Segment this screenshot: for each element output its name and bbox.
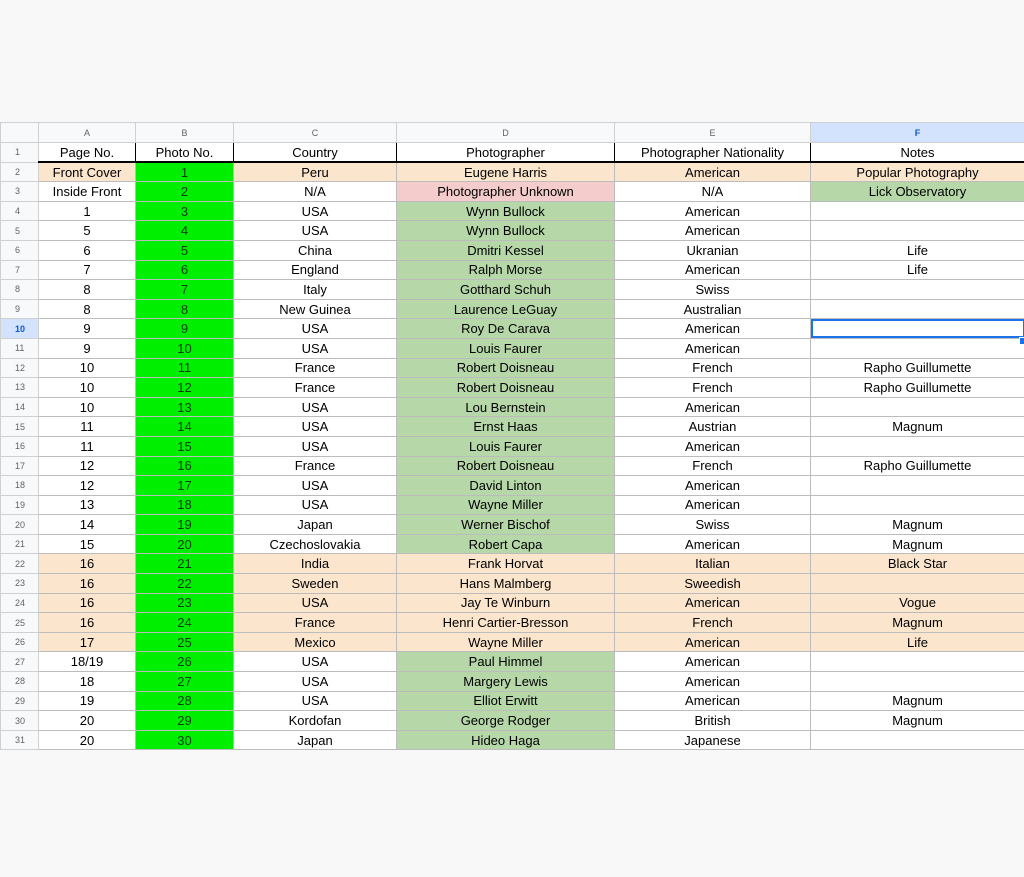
cell-nationality[interactable]: French: [615, 358, 811, 378]
table-row: [1, 358, 1024, 378]
cell-photographer[interactable]: Louis Faurer: [397, 436, 615, 456]
cell-photographer[interactable]: Robert Capa: [397, 534, 615, 554]
cell-photo-no[interactable]: 1: [136, 162, 234, 182]
table-row: [1, 260, 1024, 280]
cell-country[interactable]: USA: [234, 397, 397, 417]
cell-nationality[interactable]: American: [615, 319, 811, 339]
cell-page-no[interactable]: 9: [39, 338, 136, 358]
column-header-d[interactable]: D: [397, 123, 615, 143]
table-header-row: [1, 143, 1024, 163]
table-row: [1, 515, 1024, 535]
table-row: [1, 436, 1024, 456]
cell-notes[interactable]: [811, 436, 1024, 456]
cell-page-no[interactable]: 5: [39, 221, 136, 241]
cell-page-no[interactable]: Front Cover: [39, 162, 136, 182]
row-number[interactable]: 11: [1, 338, 39, 358]
row-number[interactable]: 29: [1, 691, 39, 711]
cell-photographer[interactable]: Dmitri Kessel: [397, 240, 615, 260]
table-row: [1, 691, 1024, 711]
cell-notes[interactable]: Popular Photography: [811, 162, 1024, 182]
table-row: [1, 456, 1024, 476]
table-row: [1, 417, 1024, 437]
cell-notes[interactable]: Rapho Guillumette: [811, 358, 1024, 378]
table-row: [1, 378, 1024, 398]
cell-notes[interactable]: Magnum: [811, 613, 1024, 633]
cell-country[interactable]: USA: [234, 338, 397, 358]
cell-page-no[interactable]: 7: [39, 260, 136, 280]
cell-country[interactable]: Kordofan: [234, 711, 397, 731]
table-row: [1, 221, 1024, 241]
cell-photo-no[interactable]: 12: [136, 378, 234, 398]
cell-photographer[interactable]: Laurence LeGuay: [397, 299, 615, 319]
table-row: [1, 652, 1024, 672]
row-number[interactable]: 28: [1, 672, 39, 692]
cell-notes[interactable]: [811, 201, 1024, 221]
row-number[interactable]: 25: [1, 613, 39, 633]
cell-photo-no[interactable]: 22: [136, 574, 234, 594]
row-number[interactable]: 7: [1, 260, 39, 280]
column-header-b[interactable]: B: [136, 123, 234, 143]
row-number[interactable]: 22: [1, 554, 39, 574]
cell-country[interactable]: USA: [234, 436, 397, 456]
cell-country[interactable]: France: [234, 358, 397, 378]
cell-notes[interactable]: Life: [811, 260, 1024, 280]
cell-nationality[interactable]: American: [615, 221, 811, 241]
cell-photographer[interactable]: Hideo Haga: [397, 730, 615, 750]
row-number[interactable]: 8: [1, 280, 39, 300]
cell-nationality[interactable]: American: [615, 338, 811, 358]
cell-country[interactable]: Czechoslovakia: [234, 534, 397, 554]
row-number[interactable]: 2: [1, 162, 39, 182]
row-number[interactable]: 4: [1, 201, 39, 221]
cell-nationality[interactable]: American: [615, 260, 811, 280]
cell-nationality[interactable]: American: [615, 162, 811, 182]
cell-photographer[interactable]: Ernst Haas: [397, 417, 615, 437]
cell-page-no[interactable]: 10: [39, 378, 136, 398]
cell-photographer[interactable]: Robert Doisneau: [397, 358, 615, 378]
cell-page-no[interactable]: 11: [39, 417, 136, 437]
cell-photo-no[interactable]: 29: [136, 711, 234, 731]
column-header-e[interactable]: E: [615, 123, 811, 143]
cell-photo-no[interactable]: 20: [136, 534, 234, 554]
cell-nationality[interactable]: N/A: [615, 182, 811, 202]
cell-notes[interactable]: [811, 221, 1024, 241]
cell-country[interactable]: USA: [234, 417, 397, 437]
row-number[interactable]: 17: [1, 456, 39, 476]
cell-country[interactable]: Mexico: [234, 632, 397, 652]
cell-photo-no[interactable]: 7: [136, 280, 234, 300]
cell-page-no[interactable]: 9: [39, 319, 136, 339]
table-row: [1, 162, 1024, 182]
cell-notes[interactable]: Vogue: [811, 593, 1024, 613]
cell-notes[interactable]: Lick Observatory: [811, 182, 1024, 202]
cell-notes[interactable]: [811, 672, 1024, 692]
cell-notes[interactable]: Magnum: [811, 417, 1024, 437]
cell-photo-no[interactable]: 8: [136, 299, 234, 319]
cell-photo-no[interactable]: 3: [136, 201, 234, 221]
row-number[interactable]: 12: [1, 358, 39, 378]
cell-nationality[interactable]: Australian: [615, 299, 811, 319]
table-row: [1, 240, 1024, 260]
cell-photographer[interactable]: Paul Himmel: [397, 652, 615, 672]
cell-nationality[interactable]: American: [615, 534, 811, 554]
header-cell-nationality[interactable]: Photographer Nationality: [615, 143, 811, 163]
cell-photographer[interactable]: Louis Faurer: [397, 338, 615, 358]
cell-page-no[interactable]: 1: [39, 201, 136, 221]
sheet-body: [1, 143, 1024, 750]
cell-page-no[interactable]: 16: [39, 554, 136, 574]
row-number[interactable]: 18: [1, 476, 39, 496]
cell-country[interactable]: USA: [234, 652, 397, 672]
spreadsheet-grid: [0, 122, 1024, 750]
cell-country[interactable]: USA: [234, 593, 397, 613]
cell-page-no[interactable]: 14: [39, 515, 136, 535]
table-row: [1, 319, 1024, 339]
cell-country[interactable]: USA: [234, 691, 397, 711]
table-row: [1, 280, 1024, 300]
cell-photo-no[interactable]: 10: [136, 338, 234, 358]
cell-photo-no[interactable]: 4: [136, 221, 234, 241]
cell-notes[interactable]: [811, 730, 1024, 750]
table-row: [1, 672, 1024, 692]
row-number[interactable]: 19: [1, 495, 39, 515]
cell-nationality[interactable]: Sweedish: [615, 574, 811, 594]
cell-nationality[interactable]: British: [615, 711, 811, 731]
cell-notes[interactable]: Rapho Guillumette: [811, 378, 1024, 398]
cell-notes[interactable]: [811, 574, 1024, 594]
cell-photographer[interactable]: George Rodger: [397, 711, 615, 731]
cell-country[interactable]: USA: [234, 672, 397, 692]
cell-notes[interactable]: [811, 476, 1024, 496]
header-cell-photographer[interactable]: Photographer: [397, 143, 615, 163]
cell-photographer[interactable]: Wayne Miller: [397, 495, 615, 515]
row-number[interactable]: 24: [1, 593, 39, 613]
cell-nationality[interactable]: American: [615, 476, 811, 496]
cell-photo-no[interactable]: 5: [136, 240, 234, 260]
cell-photo-no[interactable]: 18: [136, 495, 234, 515]
cell-photographer[interactable]: Wayne Miller: [397, 632, 615, 652]
cell-page-no[interactable]: 20: [39, 711, 136, 731]
row-number[interactable]: 27: [1, 652, 39, 672]
row-number[interactable]: 3: [1, 182, 39, 202]
table-row: [1, 476, 1024, 496]
cell-nationality[interactable]: American: [615, 691, 811, 711]
cell-page-no[interactable]: 13: [39, 495, 136, 515]
cell-page-no[interactable]: 6: [39, 240, 136, 260]
table-row: [1, 554, 1024, 574]
cell-photographer[interactable]: Ralph Morse: [397, 260, 615, 280]
column-header-f[interactable]: F: [811, 123, 1024, 143]
cell-photo-no[interactable]: 17: [136, 476, 234, 496]
row-number[interactable]: 13: [1, 378, 39, 398]
cell-photo-no[interactable]: 26: [136, 652, 234, 672]
cell-nationality[interactable]: Swiss: [615, 280, 811, 300]
cell-notes[interactable]: Black Star: [811, 554, 1024, 574]
cell-page-no[interactable]: 10: [39, 397, 136, 417]
row-number[interactable]: 15: [1, 417, 39, 437]
cell-photo-no[interactable]: 14: [136, 417, 234, 437]
row-number[interactable]: 1: [1, 143, 39, 163]
cell-page-no[interactable]: 8: [39, 280, 136, 300]
header-cell-photo-no[interactable]: Photo No.: [136, 143, 234, 163]
row-number[interactable]: 16: [1, 436, 39, 456]
cell-country[interactable]: Japan: [234, 515, 397, 535]
column-header-c[interactable]: C: [234, 123, 397, 143]
cell-photo-no[interactable]: 27: [136, 672, 234, 692]
cell-country[interactable]: Japan: [234, 730, 397, 750]
cell-photographer[interactable]: Photographer Unknown: [397, 182, 615, 202]
cell-country[interactable]: India: [234, 554, 397, 574]
cell-photographer[interactable]: Jay Te Winburn: [397, 593, 615, 613]
cell-photographer[interactable]: Gotthard Schuh: [397, 280, 615, 300]
cell-country[interactable]: Peru: [234, 162, 397, 182]
cell-notes[interactable]: Magnum: [811, 711, 1024, 731]
header-cell-country[interactable]: Country: [234, 143, 397, 163]
cell-photographer[interactable]: Margery Lewis: [397, 672, 615, 692]
cell-nationality[interactable]: American: [615, 672, 811, 692]
cell-nationality[interactable]: Austrian: [615, 417, 811, 437]
cell-page-no[interactable]: 12: [39, 476, 136, 496]
table-row: [1, 182, 1024, 202]
cell-page-no[interactable]: 10: [39, 358, 136, 378]
cell-country[interactable]: France: [234, 613, 397, 633]
cell-country[interactable]: USA: [234, 476, 397, 496]
cell-notes[interactable]: [811, 299, 1024, 319]
cell-country[interactable]: USA: [234, 221, 397, 241]
cell-page-no[interactable]: 19: [39, 691, 136, 711]
cell-nationality[interactable]: French: [615, 456, 811, 476]
cell-photo-no[interactable]: 19: [136, 515, 234, 535]
table-row: [1, 574, 1024, 594]
cell-page-no[interactable]: 8: [39, 299, 136, 319]
cell-photographer[interactable]: Werner Bischof: [397, 515, 615, 535]
cell-notes[interactable]: Magnum: [811, 534, 1024, 554]
cell-country[interactable]: USA: [234, 495, 397, 515]
cell-nationality[interactable]: Swiss: [615, 515, 811, 535]
cell-nationality[interactable]: French: [615, 613, 811, 633]
cell-nationality[interactable]: French: [615, 378, 811, 398]
cell-photographer[interactable]: Hans Malmberg: [397, 574, 615, 594]
row-number[interactable]: 31: [1, 730, 39, 750]
table-row: [1, 730, 1024, 750]
table-row: [1, 632, 1024, 652]
cell-country[interactable]: USA: [234, 319, 397, 339]
cell-notes[interactable]: Rapho Guillumette: [811, 456, 1024, 476]
cell-photo-no[interactable]: 23: [136, 593, 234, 613]
cell-notes[interactable]: [811, 338, 1024, 358]
cell-page-no[interactable]: 16: [39, 613, 136, 633]
cell-nationality[interactable]: American: [615, 397, 811, 417]
cell-photo-no[interactable]: 25: [136, 632, 234, 652]
row-number[interactable]: 30: [1, 711, 39, 731]
cell-country[interactable]: France: [234, 456, 397, 476]
cell-photographer[interactable]: Frank Horvat: [397, 554, 615, 574]
cell-notes[interactable]: [811, 495, 1024, 515]
table-row: [1, 338, 1024, 358]
row-number[interactable]: 10: [1, 319, 39, 339]
cell-nationality[interactable]: Italian: [615, 554, 811, 574]
cell-photo-no[interactable]: 16: [136, 456, 234, 476]
cell-photo-no[interactable]: 2: [136, 182, 234, 202]
cell-page-no[interactable]: 18/19: [39, 652, 136, 672]
cell-notes[interactable]: Magnum: [811, 515, 1024, 535]
cell-nationality[interactable]: Japanese: [615, 730, 811, 750]
cell-photo-no[interactable]: 13: [136, 397, 234, 417]
cell-page-no[interactable]: 16: [39, 593, 136, 613]
cell-photo-no[interactable]: 30: [136, 730, 234, 750]
row-number[interactable]: 26: [1, 632, 39, 652]
cell-page-no[interactable]: Inside Front: [39, 182, 136, 202]
cell-page-no[interactable]: 17: [39, 632, 136, 652]
cell-page-no[interactable]: 18: [39, 672, 136, 692]
cell-nationality[interactable]: American: [615, 652, 811, 672]
cell-nationality[interactable]: American: [615, 495, 811, 515]
cell-notes[interactable]: [811, 652, 1024, 672]
cell-photographer[interactable]: Wynn Bullock: [397, 221, 615, 241]
cell-page-no[interactable]: 20: [39, 730, 136, 750]
row-number[interactable]: 5: [1, 221, 39, 241]
cell-country[interactable]: France: [234, 378, 397, 398]
header-cell-page-no[interactable]: Page No.: [39, 143, 136, 163]
cell-nationality[interactable]: American: [615, 632, 811, 652]
header-cell-notes[interactable]: Notes: [811, 143, 1024, 163]
cell-nationality[interactable]: American: [615, 593, 811, 613]
cell-notes[interactable]: Life: [811, 240, 1024, 260]
cell-country[interactable]: USA: [234, 201, 397, 221]
table-row: [1, 534, 1024, 554]
cell-country[interactable]: Sweden: [234, 574, 397, 594]
cell-photographer[interactable]: David Linton: [397, 476, 615, 496]
cell-photographer[interactable]: Eugene Harris: [397, 162, 615, 182]
cell-photographer[interactable]: Roy De Carava: [397, 319, 615, 339]
table-row: [1, 201, 1024, 221]
active-cell[interactable]: [811, 319, 1024, 339]
select-all-corner[interactable]: [1, 123, 39, 143]
cell-page-no[interactable]: 16: [39, 574, 136, 594]
row-number[interactable]: 23: [1, 574, 39, 594]
cell-photo-no[interactable]: 24: [136, 613, 234, 633]
cell-country[interactable]: New Guinea: [234, 299, 397, 319]
table-row: [1, 593, 1024, 613]
cell-nationality[interactable]: Ukranian: [615, 240, 811, 260]
table-row: [1, 299, 1024, 319]
row-number[interactable]: 20: [1, 515, 39, 535]
table-row: [1, 495, 1024, 515]
row-number[interactable]: 9: [1, 299, 39, 319]
cell-page-no[interactable]: 12: [39, 456, 136, 476]
cell-country[interactable]: Italy: [234, 280, 397, 300]
cell-photographer[interactable]: Robert Doisneau: [397, 378, 615, 398]
fill-handle[interactable]: [1019, 337, 1024, 345]
row-number[interactable]: 21: [1, 534, 39, 554]
cell-page-no[interactable]: 11: [39, 436, 136, 456]
row-number[interactable]: 14: [1, 397, 39, 417]
cell-photo-no[interactable]: 15: [136, 436, 234, 456]
cell-page-no[interactable]: 15: [39, 534, 136, 554]
cell-photographer[interactable]: Henri Cartier-Bresson: [397, 613, 615, 633]
cell-photographer[interactable]: Elliot Erwitt: [397, 691, 615, 711]
table-row: [1, 613, 1024, 633]
cell-photographer[interactable]: Lou Bernstein: [397, 397, 615, 417]
cell-country[interactable]: N/A: [234, 182, 397, 202]
cell-photographer[interactable]: Wynn Bullock: [397, 201, 615, 221]
column-header-a[interactable]: A: [39, 123, 136, 143]
cell-country[interactable]: China: [234, 240, 397, 260]
cell-notes[interactable]: [811, 397, 1024, 417]
cell-notes[interactable]: Magnum: [811, 691, 1024, 711]
cell-photo-no[interactable]: 21: [136, 554, 234, 574]
cell-nationality[interactable]: American: [615, 436, 811, 456]
cell-photo-no[interactable]: 6: [136, 260, 234, 280]
cell-photographer[interactable]: Robert Doisneau: [397, 456, 615, 476]
cell-nationality[interactable]: American: [615, 201, 811, 221]
cell-notes[interactable]: Life: [811, 632, 1024, 652]
cell-photo-no[interactable]: 9: [136, 319, 234, 339]
row-number[interactable]: 6: [1, 240, 39, 260]
cell-notes[interactable]: [811, 280, 1024, 300]
column-header-row: [1, 123, 1024, 143]
cell-photo-no[interactable]: 28: [136, 691, 234, 711]
cell-country[interactable]: England: [234, 260, 397, 280]
table-row: [1, 711, 1024, 731]
cell-photo-no[interactable]: 11: [136, 358, 234, 378]
table-row: [1, 397, 1024, 417]
